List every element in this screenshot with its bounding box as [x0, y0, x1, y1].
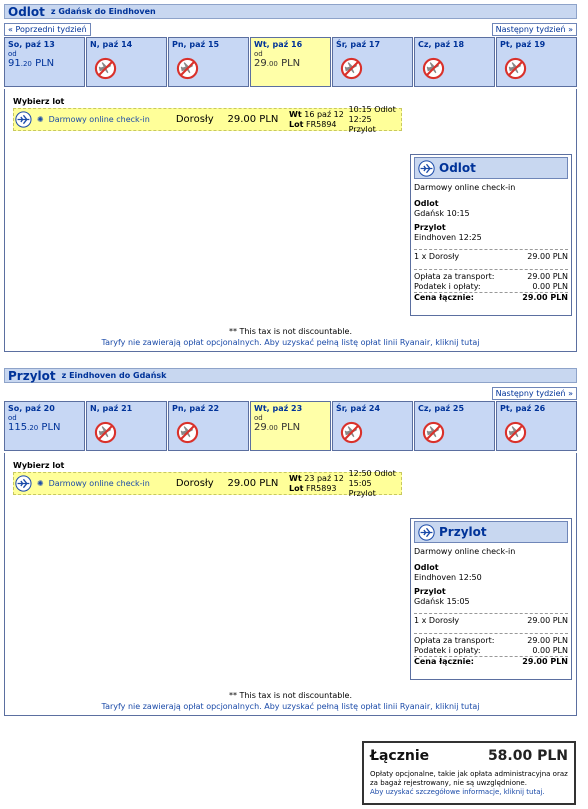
no-flight-icon — [422, 57, 445, 80]
route-label: z Eindhoven do Gdańsk — [61, 371, 167, 380]
day-price: 91.20 PLN — [8, 58, 55, 69]
plane-icon — [418, 524, 435, 541]
grand-total-value: 58.00 PLN — [487, 748, 568, 764]
next-week-button[interactable]: Następny tydzień » — [492, 387, 577, 400]
prev-week-button[interactable]: « Poprzedni tydzień — [4, 23, 91, 36]
plane-icon — [15, 111, 32, 128]
day-cell — [86, 37, 167, 87]
from-label: od — [254, 50, 263, 58]
day-price: 29.00 PLN — [254, 422, 301, 433]
day-cell — [414, 401, 495, 451]
week-nav — [4, 19, 577, 37]
day-label: Śr, paź 17 — [336, 40, 381, 49]
day-label: N, paź 14 — [90, 40, 133, 49]
details-link[interactable]: Aby uzyskać szczegółowe informacje, kliknij tutaj. — [370, 788, 545, 796]
no-flight-icon — [176, 57, 199, 80]
day-cell — [332, 37, 413, 87]
grand-total-label: Łącznie — [370, 748, 430, 764]
day-label: Pt, paź 26 — [500, 404, 546, 413]
summary-pax-row: 1 x Dorosły 29.00 PLN — [414, 613, 568, 626]
day-selector — [4, 401, 577, 451]
grand-total-line — [370, 748, 568, 764]
grand-total-info: Opłaty opcjonalne, takie jak opłata administracyjna oraz za bagaż rejestrowany, nie są uwzględnione. Aby uzyskać szczegółowe informacje, kliknij tutaj. — [370, 770, 568, 796]
summary-transport-row: Opłata za transport: 29.00 PLN — [414, 633, 568, 646]
day-label: Pn, paź 22 — [172, 404, 220, 413]
day-price: 115.20 PLN — [8, 422, 61, 433]
summary-title: Odlot — [439, 161, 476, 175]
day-label: Wt, paź 23 — [254, 404, 303, 413]
summary-dep-label: Odlot — [414, 199, 439, 208]
choose-flight-label: Wybierz lot — [13, 97, 65, 106]
no-flight-icon — [94, 57, 117, 80]
day-cell — [332, 401, 413, 451]
flight-time-col: 12:50 Odlot 15:05 Przylot — [348, 468, 396, 498]
day-label: Pn, paź 15 — [172, 40, 220, 49]
day-cell[interactable] — [250, 401, 331, 451]
summary-total-row: Cena łącznie: 29.00 PLN — [414, 293, 568, 302]
summary-transport-row: Opłata za transport: 29.00 PLN — [414, 269, 568, 282]
summary-checkin: Darmowy online check-in — [414, 183, 516, 192]
summary-pax-row: 1 x Dorosły 29.00 PLN — [414, 249, 568, 262]
from-label: od — [8, 414, 17, 422]
flight-time-col: 10:15 Odlot 12:25 Przylot — [348, 104, 396, 134]
flight-body — [4, 89, 577, 352]
day-cell — [496, 401, 577, 451]
tax-note: ** This tax is not discountable. — [228, 327, 353, 336]
flight-price: 29.00 PLN — [227, 478, 279, 489]
flight-option-row[interactable] — [13, 468, 402, 498]
flight-date-col: Wt 16 paź 12 Lot FR5894 — [289, 109, 344, 129]
checkin-label[interactable]: Darmowy online check-in — [48, 115, 150, 124]
day-cell — [496, 37, 577, 87]
fees-link[interactable]: Taryfy nie zawierają opłat opcjonalnych. Aby uzyskać pełną listę opłat linii Ryanair, kliknij tutaj — [101, 338, 480, 347]
no-flight-icon — [422, 421, 445, 444]
day-label: Cz, paź 25 — [418, 404, 465, 413]
summary-header — [414, 521, 568, 543]
outbound-header — [4, 4, 577, 19]
flight-summary — [410, 518, 572, 680]
summary-arr-label: Przylot — [414, 587, 446, 596]
no-flight-icon — [504, 421, 527, 444]
route-label: z Gdańsk do Eindhoven — [50, 7, 156, 16]
return-section — [4, 368, 577, 716]
day-label: Cz, paź 18 — [418, 40, 465, 49]
flight-summary — [410, 154, 572, 316]
flight-date-col: Wt 23 paź 12 Lot FR5893 — [289, 473, 344, 493]
day-cell[interactable] — [4, 37, 85, 87]
passenger-type: Dorosły — [175, 114, 214, 125]
summary-dep-label: Odlot — [414, 563, 439, 572]
fees-link[interactable]: Taryfy nie zawierają opłat opcjonalnych. Aby uzyskać pełną listę opłat linii Ryanair, kliknij tutaj — [101, 702, 480, 711]
from-label: od — [8, 50, 17, 58]
day-cell — [414, 37, 495, 87]
flight-body — [4, 453, 577, 716]
outbound-section — [4, 4, 577, 352]
passenger-type: Dorosły — [175, 478, 214, 489]
day-cell — [168, 37, 249, 87]
day-label: So, paź 13 — [8, 40, 55, 49]
summary-arr-value: Gdańsk 15:05 — [414, 597, 470, 606]
flight-price: 29.00 PLN — [227, 114, 279, 125]
day-cell[interactable] — [250, 37, 331, 87]
choose-flight-label: Wybierz lot — [13, 461, 65, 470]
day-label: Śr, paź 24 — [336, 404, 381, 413]
tax-note: ** This tax is not discountable. — [228, 691, 353, 700]
flight-option-row[interactable] — [13, 104, 402, 134]
summary-checkin: Darmowy online check-in — [414, 547, 516, 556]
day-label: So, paź 20 — [8, 404, 55, 413]
no-flight-icon — [176, 421, 199, 444]
no-flight-icon — [340, 57, 363, 80]
section-title: Odlot — [8, 4, 45, 19]
summary-dep-value: Gdańsk 10:15 — [414, 209, 470, 218]
day-cell — [86, 401, 167, 451]
summary-title: Przylot — [439, 525, 487, 539]
plane-icon — [418, 160, 435, 177]
online-checkin-icon: ✺ — [36, 479, 44, 488]
no-flight-icon — [94, 421, 117, 444]
summary-dep-value: Eindhoven 12:50 — [414, 573, 482, 582]
section-title: Przylot — [8, 368, 56, 383]
summary-total-row: Cena łącznie: 29.00 PLN — [414, 657, 568, 666]
grand-total-box — [362, 741, 576, 805]
summary-header — [414, 157, 568, 179]
summary-arr-label: Przylot — [414, 223, 446, 232]
day-label: Pt, paź 19 — [500, 40, 546, 49]
day-cell — [168, 401, 249, 451]
day-price: 29.00 PLN — [254, 58, 301, 69]
week-nav — [4, 383, 577, 401]
no-flight-icon — [340, 421, 363, 444]
online-checkin-icon: ✺ — [36, 115, 44, 124]
checkin-label[interactable]: Darmowy online check-in — [48, 479, 150, 488]
day-cell[interactable] — [4, 401, 85, 451]
from-label: od — [254, 414, 263, 422]
day-label: N, paź 21 — [90, 404, 133, 413]
day-label: Wt, paź 16 — [254, 40, 303, 49]
no-flight-icon — [504, 57, 527, 80]
next-week-button[interactable]: Następny tydzień » — [492, 23, 577, 36]
day-selector — [4, 37, 577, 87]
summary-arr-value: Eindhoven 12:25 — [414, 233, 482, 242]
summary-tax-row: Podatek i opłaty: 0.00 PLN — [414, 646, 568, 655]
summary-tax-row: Podatek i opłaty: 0.00 PLN — [414, 282, 568, 291]
return-header — [4, 368, 577, 383]
plane-icon — [15, 475, 32, 492]
